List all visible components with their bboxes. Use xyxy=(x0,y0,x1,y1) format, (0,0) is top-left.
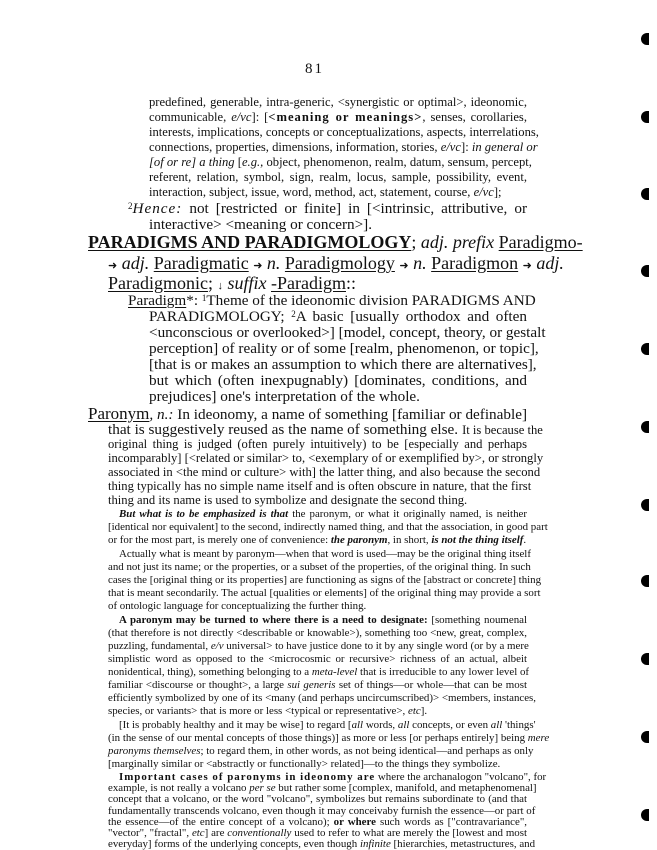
text-line: original thing is judged (often purely intuitively) to be [especially and perhaps xyxy=(108,437,527,451)
text-span: [ xyxy=(237,155,242,169)
text-span: n. xyxy=(413,253,427,273)
text-line: thing typically has no simple name itself and is often obscure in nature, that the first xyxy=(108,479,532,493)
text-span: Theme of the ideonomic division PARADIGMS AND xyxy=(206,292,536,309)
text-line: concept that a volcano, or the word "volcano", symbolizes but remains subordinate to (and that xyxy=(108,793,527,806)
text-span: communicable, xyxy=(149,110,227,124)
superscript: 1 xyxy=(201,293,207,303)
text-line: efficiently symbolized by one of its <many (and perhaps uncircumscribed)> <members, instances, xyxy=(108,692,537,704)
text-line xyxy=(108,253,564,274)
text-line: Actually what is meant by paronym—when that word is used—may be the original thing itself xyxy=(119,548,531,560)
text-span: concepts, or even xyxy=(412,719,489,731)
page-number: 81 xyxy=(305,61,324,77)
text-span: [hierarchies, metastructures, and xyxy=(393,839,536,850)
text-span: e/vc xyxy=(473,185,494,199)
text-span: adj. xyxy=(536,253,564,273)
arrow-icon: ➜ xyxy=(108,260,118,272)
text-span: ; xyxy=(207,273,213,293)
text-span: suffix xyxy=(227,273,267,293)
text-span: meta-level xyxy=(311,666,358,678)
text-span: paronyms themselves xyxy=(108,745,201,757)
text-span: . xyxy=(523,534,527,546)
text-line xyxy=(108,640,527,652)
text-span: e/vc xyxy=(231,110,252,124)
text-span: everyday] forms of the underlying concepts, even though xyxy=(108,839,358,850)
term-link: Paradigmology xyxy=(284,253,395,273)
term-link: Paradigm xyxy=(128,292,187,309)
text-span: all xyxy=(351,719,364,731)
text-line: that is meant secondarily. The actual [qualities or elements] of the original thing may provide a sort xyxy=(108,587,541,599)
text-span: <meaning or meanings> xyxy=(268,110,423,124)
text-span: universal> to have justice done to it by any single word (or by a mere xyxy=(226,640,529,652)
text-line: interests, implications, concepts or conceptualizations, aspects, interrelations, xyxy=(149,125,539,139)
text-span: ] are xyxy=(204,827,225,839)
text-line xyxy=(108,828,527,839)
punch-hole-mark-icon xyxy=(641,33,649,45)
text-span: [of or re] a thing xyxy=(149,155,235,169)
text-span: etc xyxy=(191,827,205,839)
text-line: [identical nor equivalent] to the second, indirectly named thing, and that the association, in good part xyxy=(108,521,548,533)
text-span: the paronym, or what it originally named, is neither xyxy=(292,508,527,520)
text-line: thing and its name is used to symbolize and designate the second thing. xyxy=(108,493,468,507)
superscript: 2 xyxy=(291,309,296,319)
text-line xyxy=(149,185,502,200)
punch-hole-mark-icon xyxy=(641,265,649,277)
text-line: predefined, generable, intra-generic, <synergistic or optimal>, ideonomic, xyxy=(149,95,527,109)
text-span: e/vc xyxy=(440,140,461,154)
text-line: simplistic word as opposed to the <microcosmic or recursive> richness of an actual, albeit xyxy=(108,653,527,665)
arrow-icon: ➜ xyxy=(253,260,263,272)
text-span: connections, properties, dimensions, information, stories, xyxy=(149,140,438,154)
text-line xyxy=(149,155,532,170)
text-span: A basic [usually orthodox and often xyxy=(295,308,527,325)
text-span: etc xyxy=(408,705,421,717)
section-heading xyxy=(88,232,583,253)
text-line xyxy=(149,140,538,155)
punch-hole-mark-icon xyxy=(641,809,649,821)
punch-hole-mark-icon xyxy=(641,575,649,587)
text-line: and not just its name; or the properties, or a subset of the properties, of the original thing. In such xyxy=(108,561,531,573)
definition-line: [that is or makes an assumption to which there are alternatives], xyxy=(149,356,537,373)
text-line xyxy=(108,839,535,850)
definition-line: perception] of reality or of some [realm, phenomenon, or topic], xyxy=(149,340,539,357)
text-line xyxy=(119,508,527,520)
text-span: used to refer to what are merely the [lowest and most xyxy=(294,827,527,839)
text-span: "vector", "fractal", xyxy=(108,827,190,839)
term-link: Paradigmo- xyxy=(498,232,583,252)
definition-line: prejudices] one's interpretation of the whole. xyxy=(149,388,420,405)
text-line xyxy=(108,534,526,546)
text-span: , n.: xyxy=(149,406,174,423)
text-span: , senses, corollaries, xyxy=(422,110,527,124)
text-span: , in short, xyxy=(387,534,429,546)
text-span: in general or xyxy=(471,140,538,154)
text-span: But what is to be emphasized is that xyxy=(119,508,289,520)
text-span: [It is probably healthy and it may be wise] to regard [ xyxy=(119,719,352,731)
text-span: It is because the xyxy=(462,423,543,437)
text-span: ; to regard them, in other words, as not being identical—and perhaps as only xyxy=(200,745,534,757)
text-span: such words as ["contravariance", xyxy=(379,815,527,828)
term-link: -Paradigm xyxy=(271,273,346,293)
definition-line: <unconscious or overlooked>] [model, concept, theory, or gestalt xyxy=(149,324,546,341)
text-span: familiar <discourse or thought>, a large xyxy=(108,679,285,691)
text-span: [something noumenal xyxy=(431,614,527,626)
text-span: Important cases of paronyms in ideonomy are xyxy=(119,771,376,783)
text-span: ]. xyxy=(420,705,428,717)
punch-hole-mark-icon xyxy=(641,499,649,511)
term-link: Paradigmonic xyxy=(108,273,208,293)
term-link: Paradigmon xyxy=(431,253,519,273)
text-span: (in the sense of our mental concepts of those things)] as more or less [or perhaps entirely] being xyxy=(108,732,526,744)
text-span: all xyxy=(490,719,503,731)
text-span: : xyxy=(193,292,199,309)
arrow-icon: ➜ xyxy=(522,260,532,272)
text-line: interactive> <meaning or concern>]. xyxy=(149,216,373,233)
text-span: that is suggestively reused as the name of something else. xyxy=(108,421,459,438)
text-line: incomparably] [<related or similar> to, <exemplary of or exemplified by>, or strongly xyxy=(108,451,544,465)
term-link: Paronym xyxy=(88,404,150,423)
text-span: the essence—of the entire concept of a volcano); xyxy=(108,815,330,828)
text-span: infinite xyxy=(359,839,391,850)
text-span: adj. prefix xyxy=(420,232,495,252)
text-span: A paronym may be turned to where there is a need to designate: xyxy=(119,614,428,626)
text-span: example, is not really a volcano xyxy=(108,782,247,795)
text-span: * xyxy=(186,292,194,309)
text-line: cases the [original thing or its properties] are functioning as signs of the [abstract or concrete] thing xyxy=(108,574,542,586)
punch-hole-mark-icon xyxy=(641,343,649,355)
text-span: interaction, subject, issue, word, method, act, statement, course, xyxy=(149,185,471,199)
punch-hole-mark-icon xyxy=(641,653,649,665)
text-line: [marginally similar or <abstractly or functionally> related]—to the things they symbolize. xyxy=(108,758,501,770)
text-span: mere xyxy=(527,732,550,744)
text-span: ; xyxy=(411,232,417,252)
text-span: n. xyxy=(266,253,281,273)
text-span: sui generis xyxy=(287,679,336,691)
term-link: Paradigmatic xyxy=(153,253,249,273)
punch-hole-mark-icon xyxy=(641,731,649,743)
text-span: ]: [ xyxy=(251,110,269,124)
text-span: species, or variants> that is more or less <typical or representative>, xyxy=(108,705,406,717)
text-span: :: xyxy=(345,273,356,293)
text-line: of ontologic language for conceptualizing the further thing. xyxy=(108,600,367,612)
text-line xyxy=(108,732,550,744)
text-span: the paronym xyxy=(330,534,388,546)
text-span: nonidentical, thing), something belonging to a xyxy=(108,666,310,678)
definition-line: but which (often inexpugnably) [dominates, conditions, and xyxy=(149,372,527,389)
text-span: or where xyxy=(333,815,376,828)
text-line xyxy=(108,273,356,294)
text-line xyxy=(108,705,427,717)
text-span: e.g., xyxy=(241,155,264,169)
text-line xyxy=(108,745,534,757)
punch-hole-mark-icon xyxy=(641,111,649,123)
text-span: is not the thing itself xyxy=(431,534,524,546)
text-span: 'things' xyxy=(505,719,536,731)
text-span: not [restricted or finite] in [<intrinsic, attributive, or xyxy=(189,200,527,217)
text-line xyxy=(119,719,536,731)
arrow-icon: ➜ xyxy=(399,260,409,272)
text-span: puzzling, fundamental, xyxy=(108,640,209,652)
text-span: e/v xyxy=(210,640,224,652)
text-span: ]; xyxy=(493,185,502,199)
text-line xyxy=(149,110,527,125)
text-span: object, phenomenon, realm, datum, sensum, percept, xyxy=(266,155,532,169)
text-line: referent, relation, symbol, sign, realm, locus, sample, possibility, event, xyxy=(149,170,527,184)
text-span: ]: xyxy=(461,140,469,154)
text-line: (that therefore is not directly <describable or knowable>), something too <new, great, complex, xyxy=(108,627,527,639)
superscript: 2 xyxy=(128,201,133,211)
text-span: Hence: xyxy=(132,200,183,217)
text-span: but rather some [complex, manifold, and metaphenomenal] xyxy=(278,782,537,795)
text-line xyxy=(108,666,530,678)
text-line: associated in <the mind or culture> with] the latter thing, and also because the second xyxy=(108,465,541,479)
text-line xyxy=(108,679,527,691)
punch-hole-mark-icon xyxy=(641,188,649,200)
text-line xyxy=(119,614,527,626)
text-line: fundamentally transcends volcano, even though it may conceivaby furnish the essence—or part of xyxy=(108,804,536,817)
text-span: or for the most part, is merely one of convenience: xyxy=(108,534,329,546)
text-span: where the archanalogon "volcano", for xyxy=(377,771,547,783)
text-span: words, xyxy=(365,719,396,731)
text-span: PARADIGMOLOGY; xyxy=(149,308,285,325)
text-span: set of things—or whole—that can be most xyxy=(338,679,527,691)
text-span: that is irreducible to any lower level of xyxy=(359,666,530,678)
text-span: per se xyxy=(249,782,276,795)
punch-hole-mark-icon xyxy=(641,421,649,433)
text-span: conventionally xyxy=(227,827,292,839)
down-arrow-icon: ↓ xyxy=(217,280,223,292)
heading-title: PARADIGMS AND PARADIGMOLOGY xyxy=(88,232,412,252)
text-span: all xyxy=(397,719,410,731)
text-span: In ideonomy, a name of something [familiar or definable] xyxy=(177,406,527,423)
text-span: adj. xyxy=(121,253,150,273)
